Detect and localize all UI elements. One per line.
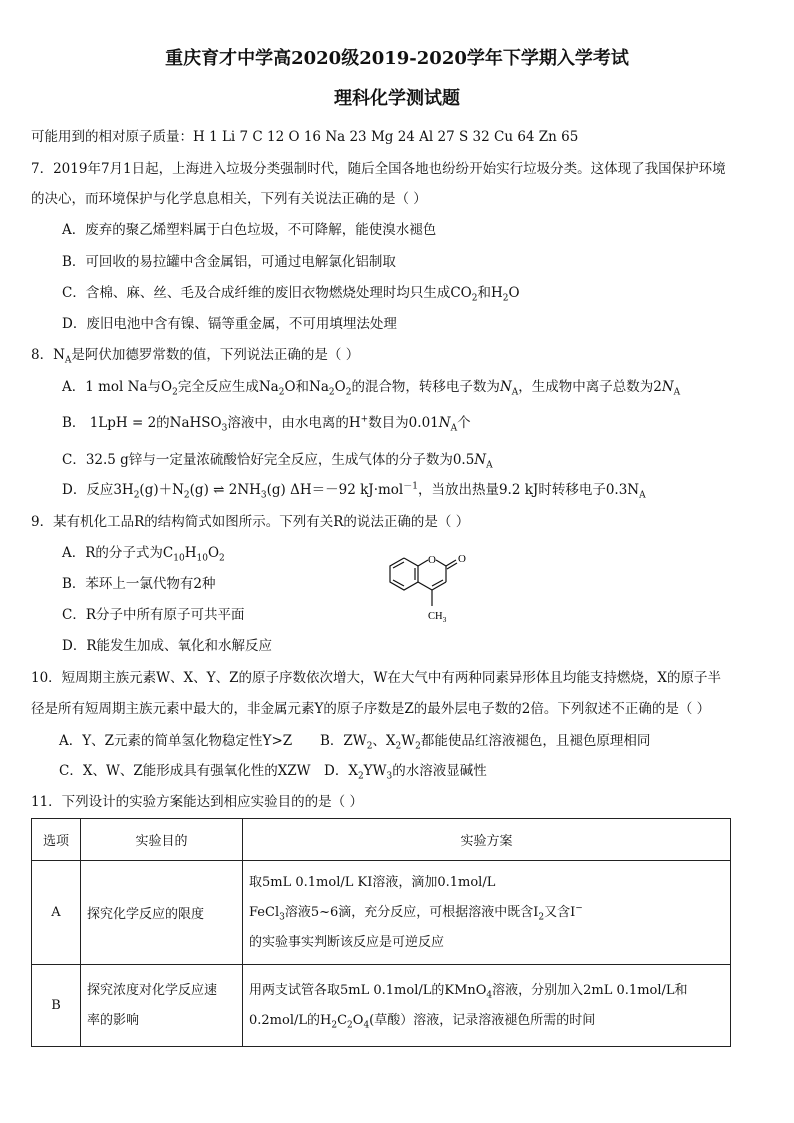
header-plan: 实验方案 <box>243 819 731 861</box>
q9-option-d: D．R能发生加成、氧化和水解反应 <box>62 638 272 654</box>
q8-option-a: A．1 mol Na与$O_2$完全反应生成$Na_2O$和$Na_2O_2$的混合物，转移电子数为$N_A$，生成物中离子总数为$2N_A$ <box>62 379 681 398</box>
q9-stem: 9．某有机化工品R的结构简式如图所示。下列有关R的说法正确的是（ ） <box>31 514 470 530</box>
q8-option-b: B． 1LpH = 2的NaHSO$_3$溶液中，由水电离的H+数目为$0.01N_A$个 <box>62 414 471 434</box>
ring-oxygen-label: O <box>428 554 436 566</box>
header-option: 选项 <box>32 819 81 861</box>
q10-option-b: B．$ZW_2$、$X_2W_2$都能使品红溶液褪色，且褪色原理相同 <box>320 733 651 752</box>
row-a-option: A <box>32 861 81 965</box>
q10-stem-line2: 径是所有短周期主族元素中最大的，非金属元素Y的原子序数是Z的最外层电子数的2倍。下列叙述不正确的是（ ） <box>31 701 711 717</box>
row-a-purpose: 探究化学反应的限度 <box>81 861 243 965</box>
q11-stem: 11．下列设计的实验方案能达到相应实验目的的是（ ） <box>31 794 363 810</box>
q9-option-b: B．苯环上一氯代物有2种 <box>62 576 216 592</box>
q8-option-c: C．32.5 g锌与一定量浓硫酸恰好完全反应，生成气体的分子数为$0.5N_A$ <box>62 452 493 471</box>
carbonyl-oxygen-label: O <box>458 553 466 565</box>
row-b-option: B <box>32 965 81 1047</box>
q10-option-c: C．X、W、Z能形成具有强氧化性的XZW <box>59 763 311 779</box>
q7-stem-line1: 7．2019年7月1日起，上海进入垃圾分类强制时代，随后全国各地也纷纷开始实行垃圾分类。这体现了我国保护环境 <box>31 161 726 177</box>
q8-stem: 8．$N_A$是阿伏加德罗常数的值，下列说法正确的是（ ） <box>31 347 360 366</box>
table-header-row <box>32 819 731 861</box>
q7-option-c: C．含棉、麻、丝、毛及合成纤维的废旧衣物燃烧处理时均只生成$CO_2$和$H_2O$ <box>62 285 520 304</box>
table-row <box>32 861 731 965</box>
q7-option-a: A．废弃的聚乙烯塑料属于白色垃圾，不可降解，能使溴水褪色 <box>62 222 437 238</box>
benzene-ring <box>390 558 418 590</box>
q7-stem-line2: 的决心，而环境保护与化学息息相关，下列有关说法正确的是（ ） <box>31 191 427 207</box>
q7-option-d: D．废旧电池中含有镍、镉等重金属，不可用填埋法处理 <box>62 316 397 332</box>
exam-title: 重庆育才中学高2020级2019-2020学年下学期入学考试 <box>165 48 629 69</box>
methyl-label: $CH_3$ <box>428 611 447 624</box>
experiment-table <box>31 818 731 1047</box>
row-a-plan: 取5mL 0.1mol/L KI溶液，滴加0.1mol/L FeCl$_3$溶液5~6滴，充分反应，可根据溶液中既含$I_2$又含I− 的实验事实判断该反应是可逆反应 <box>243 861 731 965</box>
q10-option-d: D．$X_2YW_3$的水溶液显碱性 <box>324 763 487 782</box>
q10-option-a: A．Y、Z元素的简单氢化物稳定性Y>Z <box>59 733 293 749</box>
q7-option-b: B．可回收的易拉罐中含金属铝，可通过电解氯化铝制取 <box>62 254 396 270</box>
header-purpose: 实验目的 <box>81 819 243 861</box>
row-b-purpose: 探究浓度对化学反应速 率的影响 <box>81 965 243 1047</box>
q10-stem-line1: 10．短周期主族元素W、X、Y、Z的原子序数依次增大，W在大气中有两种同素异形体且均能支持燃烧，X的原子半 <box>31 670 721 686</box>
table-row <box>32 965 731 1047</box>
q8-option-d: D．反应$3H_2(g)+N_2(g)$ ⇌ $2NH_3(g)$ ΔH＝－92 kJ·mol$^{-1}$，当放出热量9.2 kJ时转移电子$0.3N_A$ <box>62 481 646 501</box>
row-b-plan: 用两支试管各取5mL 0.1mol/L的KMnO$_4$溶液，分别加入2mL 0.1mol/L和 0.2mol/L的$H_2C_2O_4$(草酸）溶液，记录溶液褪色所需的时间 <box>243 965 731 1047</box>
compound-r-structure <box>372 544 482 626</box>
exam-subtitle: 理科化学测试题 <box>334 88 460 109</box>
q9-option-a: A．R的分子式为$C_{10}H_{10}O_2$ <box>62 545 225 564</box>
atomic-masses: 可能用到的相对原子质量：H 1 Li 7 C 12 O 16 Na 23 Mg 24 Al 27 S 32 Cu 64 Zn 65 <box>31 129 579 145</box>
q9-option-c: C．R分子中所有原子可共平面 <box>62 607 245 623</box>
